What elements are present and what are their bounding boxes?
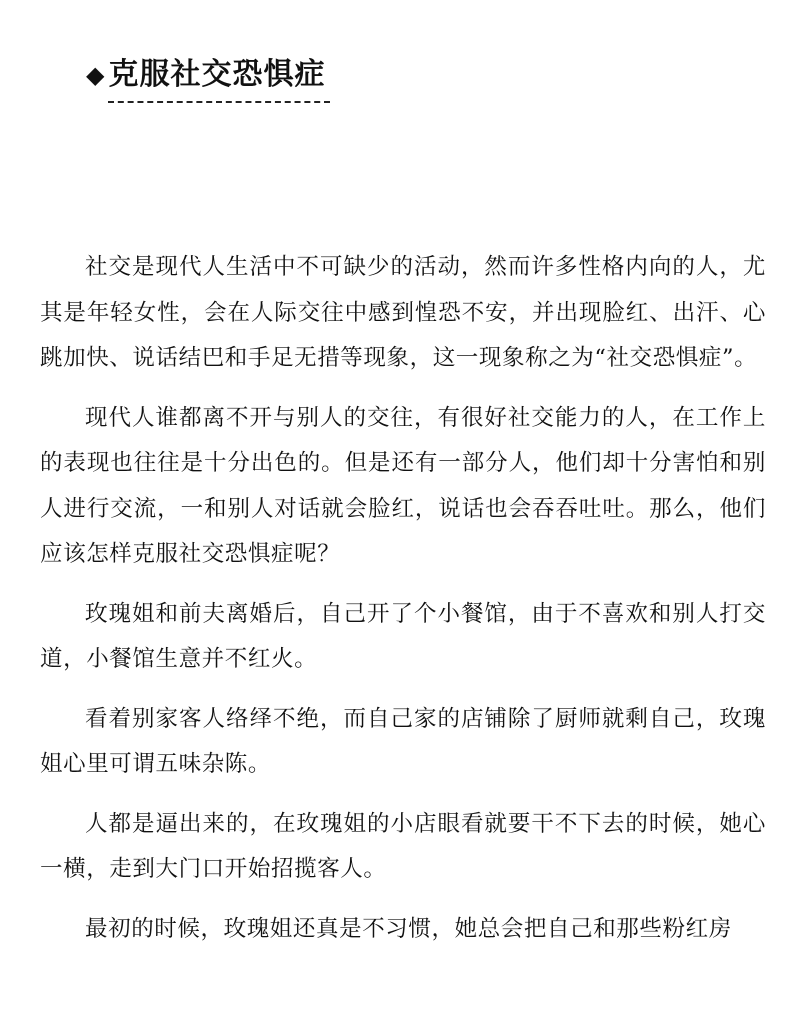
body-text <box>40 245 766 966</box>
paragraph: 玫瑰姐和前夫离婚后，自己开了个小餐馆，由于不喜欢和别人打交道，小餐馆生意并不红火。 <box>40 600 766 672</box>
paragraph: 人都是逼出来的，在玫瑰姐的小店眼看就要干不下去的时候，她心一横，走到大门口开始招揽客人。 <box>40 810 766 882</box>
section-title: 克服社交恐惧症 <box>108 57 326 92</box>
paragraph: 看着别家客人络绎不绝，而自己家的店铺除了厨师就剩自己，玫瑰姐心里可谓五味杂陈。 <box>40 705 766 777</box>
section-heading <box>86 58 325 99</box>
paragraph: 最初的时候，玫瑰姐还真是不习惯，她总会把自己和那些粉红房 <box>85 915 732 942</box>
diamond-bullet-icon: ◆ <box>86 60 105 89</box>
heading-underline <box>108 101 330 103</box>
paragraph: 社交是现代人生活中不可缺少的活动，然而许多性格内向的人，尤其是年轻女性，会在人际交往中感到惶恐不安，并出现脸红、出汗、心跳加快、说话结巴和手足无措等现象，这一现象称之为“社交恐惧症”。 <box>40 254 766 371</box>
paragraph: 现代人谁都离不开与别人的交往，有很好社交能力的人，在工作上的表现也往往是十分出色的。但是还有一部分人，他们却十分害怕和别人进行交流，一和别人对话就会脸红，说话也会吞吞吐吐。那么，他们应该怎样克服社交恐惧症呢？ <box>40 404 766 567</box>
